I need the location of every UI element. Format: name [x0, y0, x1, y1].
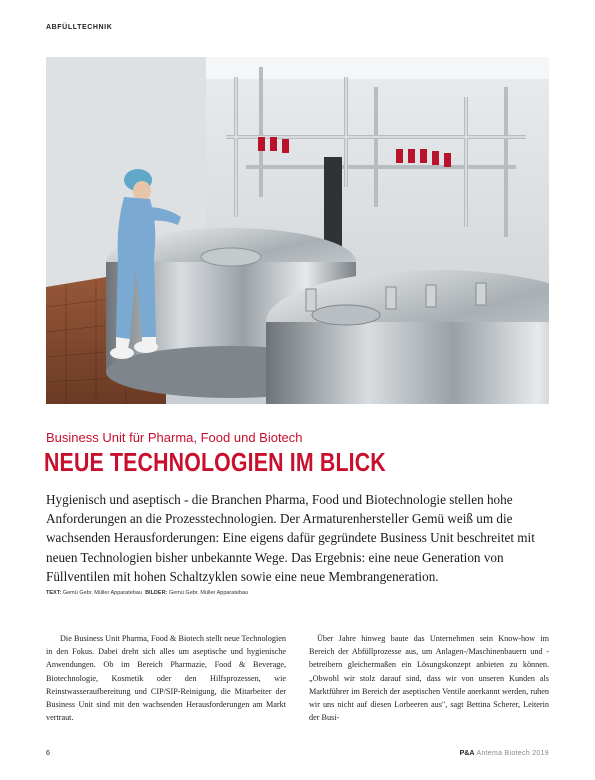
magazine-name: P&A [459, 750, 475, 757]
lead-paragraph: Hygienisch und aseptisch - die Branchen Pharma, Food und Biotechnologie stellen hohe Anforderungen an die Prozesstechnologien. Der Armaturenhersteller Gemü weiß um die wachsenden Herausforderungen: Eine eigens dafür gegründete Business Unit beschreitet mit neuen Technologien bisher unbekannte Wege. Das Ergebnis: eine neue Generation von Füllventilen mit hohen Schaltzyklen sowie eine neue Membrangeneration. [46, 492, 535, 584]
credits-images-label: BILDER: [145, 590, 168, 596]
issue-label: Antema Biotech 2019 [476, 750, 549, 757]
hero-photo [46, 57, 549, 404]
credits-images-value: Gemü Gebr. Müller Apparatebau [168, 590, 249, 596]
credits-text-value: Gemü Gebr. Müller Apparatebau [62, 590, 142, 596]
credits [46, 590, 248, 596]
credits-text-label: TEXT: [46, 590, 62, 596]
headline: NEUE TECHNOLOGIEN IM BLICK [44, 447, 386, 477]
page-number: 6 [46, 750, 50, 757]
section-label: ABFÜLLTECHNIK [46, 24, 113, 31]
body-column-1: Die Business Unit Pharma, Food & Biotech stellt neue Technologien in den Fokus. Dabei dreht sich alles um aseptische und hygienische Anwendungen. Ob im Bereich Pharmazie, Food & Beverage, Biotechnologie, Kosmetik oder den Hilfsprozessen, wie Reinstwasseraufbereitung und CIP/SIP-Reinigung, die Mitarbeiter der Business Unit sind mit den wachsenden Herausforderungen am Markt vertraut. [46, 634, 286, 723]
subheadline: Business Unit für Pharma, Food und Biotech [46, 430, 303, 445]
body-column-2: Über Jahre hinweg baute das Unternehmen sein Know-how im Bereich der Abfüllprozesse aus, um Anlagen-/Maschinenbauern und -betreibern gleichermaßen ein Lösungskonzept anbieten zu können. „Obwohl wir stolz darauf sind, dass wir von unseren Kunden als Marktführer im Bereich der aseptischen Ventile anerkannt werden, ruhen wir uns nicht auf diesen Lorbeeren aus", sagt Bettina Scherer, Leiterin der Busi- [309, 634, 549, 723]
folio-magazine [460, 750, 549, 757]
